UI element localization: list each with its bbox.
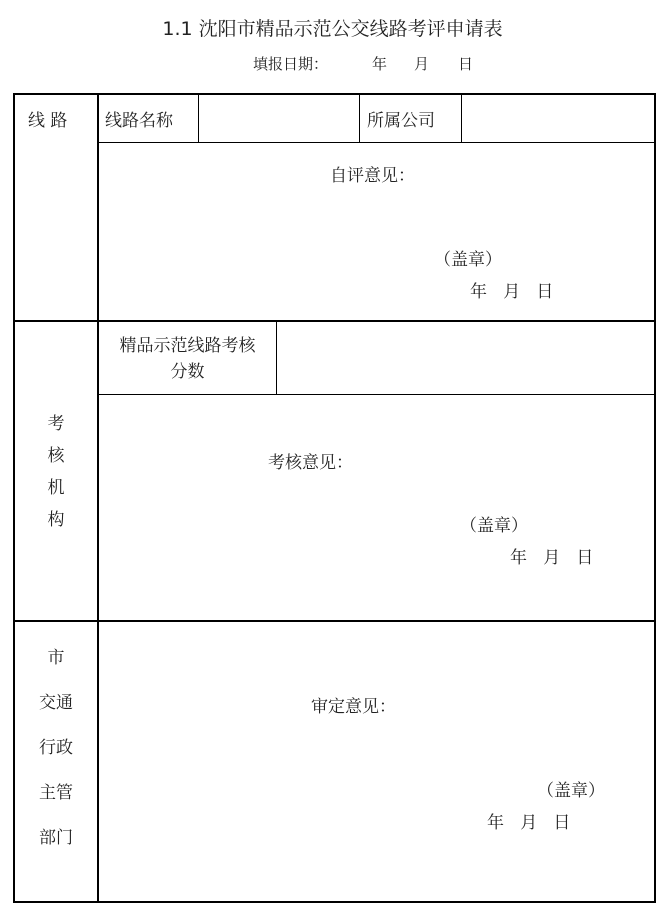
section-divider bbox=[13, 620, 656, 622]
cell-divider bbox=[198, 93, 199, 143]
authority-date: 年 月 日 bbox=[487, 813, 571, 833]
assessment-opinion-label: 考核意见： bbox=[268, 453, 353, 473]
row-divider bbox=[97, 142, 656, 143]
authority-side-label-line: 部门 bbox=[39, 828, 73, 848]
route-name-label: 线路名称 bbox=[105, 111, 173, 131]
assessment-seal: （盖章） bbox=[460, 516, 528, 536]
cell-divider bbox=[359, 93, 360, 143]
score-label-line: 精品示范线路考核 bbox=[119, 336, 256, 356]
score-label-line: 分数 bbox=[170, 362, 205, 382]
fill-date-month: 月 bbox=[414, 55, 430, 73]
assessment-side-label-line: 考 bbox=[47, 414, 65, 434]
company-label: 所属公司 bbox=[367, 111, 435, 131]
assessment-date: 年 月 日 bbox=[510, 548, 594, 568]
score-label bbox=[99, 333, 276, 385]
assessment-side-label-line: 核 bbox=[47, 446, 65, 466]
route-seal: （盖章） bbox=[434, 250, 502, 270]
cell-divider bbox=[461, 93, 462, 143]
table-bottom-border bbox=[13, 901, 656, 903]
section-divider bbox=[13, 320, 656, 322]
table-top-border bbox=[13, 93, 656, 95]
approval-opinion-label: 审定意见： bbox=[311, 697, 396, 717]
self-evaluation-label: 自评意见： bbox=[330, 166, 415, 186]
fill-date-day: 日 bbox=[458, 55, 474, 73]
table-right-border bbox=[654, 93, 656, 903]
row-divider bbox=[97, 394, 656, 395]
authority-seal: （盖章） bbox=[537, 781, 605, 801]
fill-date-label: 填报日期： bbox=[253, 55, 329, 73]
route-side-label: 线 路 bbox=[28, 111, 68, 131]
fill-date-year: 年 bbox=[372, 55, 388, 73]
label-column-divider bbox=[97, 93, 99, 903]
authority-side-label bbox=[15, 636, 97, 861]
cell-divider bbox=[276, 320, 277, 395]
authority-side-label-line: 交通 bbox=[39, 693, 73, 713]
assessment-side-label bbox=[15, 408, 97, 536]
assessment-side-label-line: 机 bbox=[47, 478, 65, 498]
authority-side-label-line: 主管 bbox=[39, 783, 73, 803]
form-title: 1.1 沈阳市精品示范公交线路考评申请表 bbox=[162, 18, 503, 40]
assessment-side-label-line: 构 bbox=[47, 510, 65, 530]
authority-side-label-line: 市 bbox=[47, 648, 65, 668]
authority-side-label-line: 行政 bbox=[39, 738, 73, 758]
route-date: 年 月 日 bbox=[470, 282, 554, 302]
